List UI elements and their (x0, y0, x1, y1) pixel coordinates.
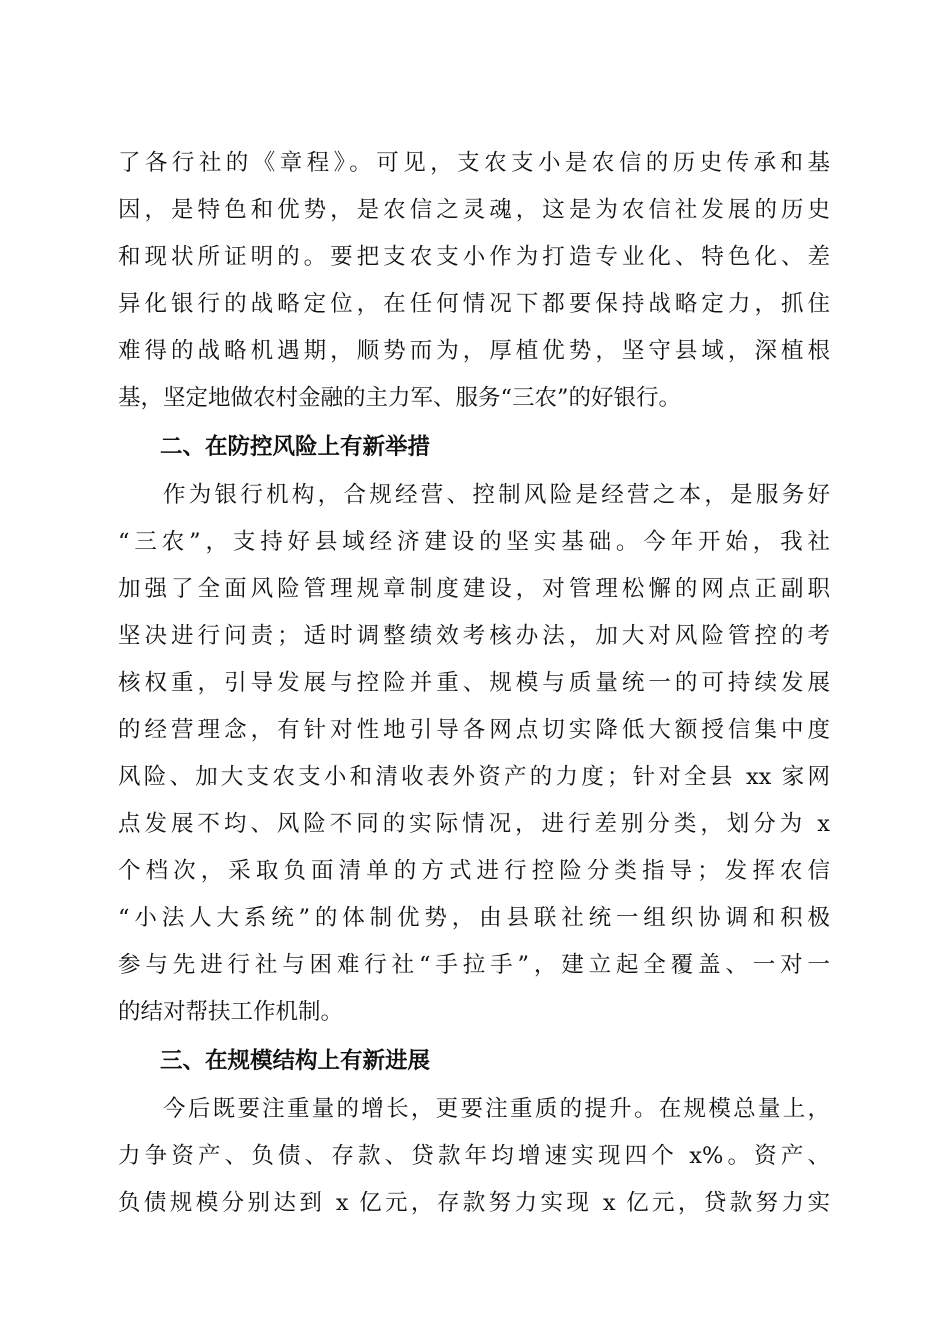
text-line: 核权重，引导发展与控险并重、规模与质量统一的可持续发展 (118, 670, 830, 696)
document-body (118, 140, 830, 1227)
text-line: “三农”，支持好县域经济建设的坚实基础。今年开始，我社 (118, 529, 830, 555)
text-line: “小法人大系统”的体制优势，由县联社统一组织协调和积极 (118, 905, 830, 931)
text-line: 异化银行的战略定位，在任何情况下都要保持战略定力，抓住 (118, 291, 830, 317)
text-line: 的经营理念，有针对性地引导各网点切实降低大额授信集中度 (118, 717, 830, 743)
text-line: 作为银行机构，合规经营、控制风险是经营之本，是服务好 (163, 482, 830, 508)
section-heading-2: 二、在防控风险上有新举措 (160, 434, 431, 460)
text-line: 点发展不均、风险不同的实际情况，进行差别分类，划分为 x (118, 811, 830, 837)
text-line: 力争资产、负债、存款、贷款年均增速实现四个 x%。资产、 (118, 1143, 830, 1169)
text-line: 今后既要注重量的增长，更要注重质的提升。在规模总量上， (163, 1096, 830, 1122)
text-line: 基，坚定地做农村金融的主力军、服务“三农”的好银行。 (118, 385, 682, 411)
paragraph-3 (118, 1086, 830, 1227)
text-line: 风险、加大支农支小和清收表外资产的力度；针对全县 xx 家网 (118, 764, 830, 790)
paragraph-2 (118, 472, 830, 1036)
text-line: 加强了全面风险管理规章制度建设，对管理松懈的网点正副职 (118, 576, 830, 602)
text-line: 了各行社的《章程》。可见，支农支小是农信的历史传承和基 (118, 150, 830, 176)
section-heading-3: 三、在规模结构上有新进展 (160, 1048, 431, 1074)
text-line: 负债规模分别达到 x 亿元，存款努力实现 x 亿元，贷款努力实 (118, 1190, 830, 1216)
text-line: 难得的战略机遇期，顺势而为，厚植优势，坚守县域，深植根 (118, 338, 830, 364)
text-line: 和现状所证明的。要把支农支小作为打造专业化、特色化、差 (118, 244, 830, 270)
text-line: 参与先进行社与困难行社“手拉手”，建立起全覆盖、一对一 (118, 952, 830, 978)
text-line: 的结对帮扶工作机制。 (118, 999, 344, 1025)
paragraph-1 (118, 140, 830, 422)
text-line: 坚决进行问责；适时调整绩效考核办法，加大对风险管控的考 (118, 623, 830, 649)
text-line: 因，是特色和优势，是农信之灵魂，这是为农信社发展的历史 (118, 197, 830, 223)
text-line: 个档次，采取负面清单的方式进行控险分类指导；发挥农信 (118, 858, 830, 884)
